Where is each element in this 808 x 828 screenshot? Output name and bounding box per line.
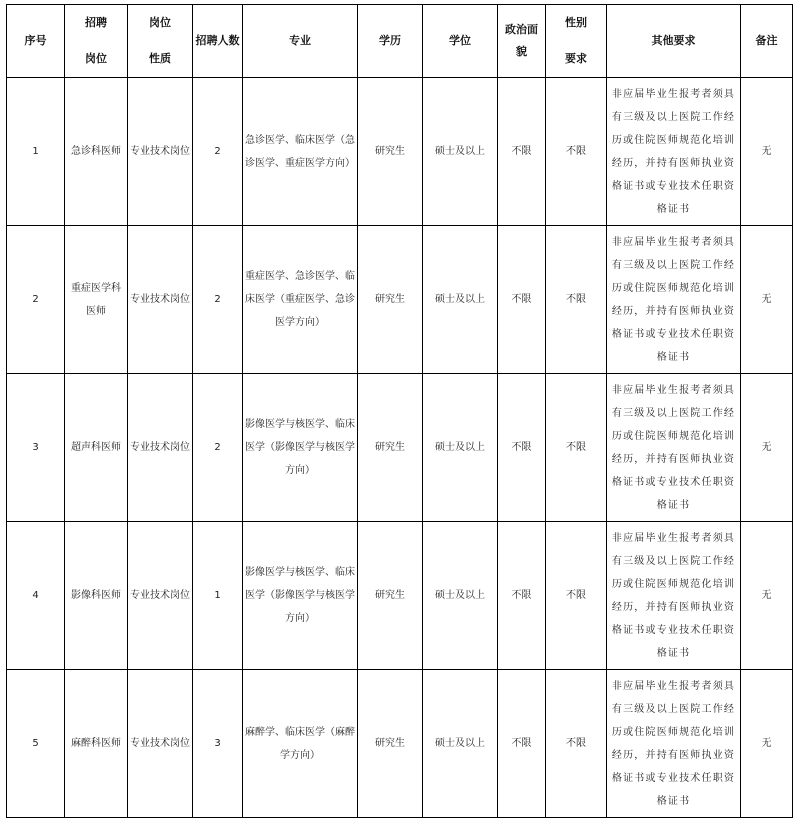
cell-count: 2 [193,226,243,374]
recruitment-table [6,4,793,818]
cell-position: 急诊科医师 [65,78,128,226]
header-gender-line2: 要求 [565,52,587,65]
table-header-row [7,5,793,78]
header-seq: 序号 [7,5,65,78]
cell-major: 影像医学与核医学、临床医学（影像医学与核医学方向） [243,374,358,522]
cell-nature: 专业技术岗位 [128,78,193,226]
table-row [7,374,793,522]
header-nature [128,5,193,78]
header-count: 招聘人数 [193,5,243,78]
cell-education: 研究生 [358,226,423,374]
cell-degree: 硕士及以上 [423,78,498,226]
header-position-line2: 岗位 [85,52,107,65]
table-row [7,670,793,818]
cell-position: 重症医学科医师 [65,226,128,374]
cell-gender: 不限 [546,670,607,818]
cell-nature: 专业技术岗位 [128,670,193,818]
cell-degree: 硕士及以上 [423,226,498,374]
cell-count: 1 [193,522,243,670]
cell-political: 不限 [498,374,546,522]
cell-seq: 2 [7,226,65,374]
cell-remarks: 无 [741,226,793,374]
cell-remarks: 无 [741,78,793,226]
header-degree: 学位 [423,5,498,78]
cell-degree: 硕士及以上 [423,522,498,670]
cell-political: 不限 [498,670,546,818]
header-political: 政治面貌 [498,5,546,78]
table-row [7,522,793,670]
header-nature-line1: 岗位 [149,16,171,29]
cell-education: 研究生 [358,522,423,670]
cell-education: 研究生 [358,670,423,818]
cell-education: 研究生 [358,374,423,522]
header-education: 学历 [358,5,423,78]
cell-nature: 专业技术岗位 [128,374,193,522]
cell-other: 非应届毕业生报考者须具有三级及以上医院工作经历或住院医师规范化培训经历，并持有医师执业资格证书或专业技术任职资格证书 [607,522,741,670]
cell-other: 非应届毕业生报考者须具有三级及以上医院工作经历或住院医师规范化培训经历，并持有医师执业资格证书或专业技术任职资格证书 [607,374,741,522]
header-position [65,5,128,78]
header-gender-line1: 性别 [565,16,587,29]
table-row [7,78,793,226]
cell-gender: 不限 [546,522,607,670]
cell-political: 不限 [498,522,546,670]
cell-major: 影像医学与核医学、临床医学（影像医学与核医学方向） [243,522,358,670]
cell-position: 影像科医师 [65,522,128,670]
cell-major: 急诊医学、临床医学（急诊医学、重症医学方向） [243,78,358,226]
cell-count: 2 [193,78,243,226]
cell-position: 超声科医师 [65,374,128,522]
cell-seq: 4 [7,522,65,670]
cell-major: 麻醉学、临床医学（麻醉学方向） [243,670,358,818]
cell-other: 非应届毕业生报考者须具有三级及以上医院工作经历或住院医师规范化培训经历，并持有医师执业资格证书或专业技术任职资格证书 [607,78,741,226]
cell-political: 不限 [498,226,546,374]
cell-remarks: 无 [741,374,793,522]
cell-position: 麻醉科医师 [65,670,128,818]
cell-major: 重症医学、急诊医学、临床医学（重症医学、急诊医学方向） [243,226,358,374]
cell-education: 研究生 [358,78,423,226]
header-position-line1: 招聘 [85,16,107,29]
cell-gender: 不限 [546,226,607,374]
header-other: 其他要求 [607,5,741,78]
cell-degree: 硕士及以上 [423,670,498,818]
cell-count: 3 [193,670,243,818]
cell-nature: 专业技术岗位 [128,522,193,670]
cell-other: 非应届毕业生报考者须具有三级及以上医院工作经历或住院医师规范化培训经历，并持有医师执业资格证书或专业技术任职资格证书 [607,226,741,374]
cell-political: 不限 [498,78,546,226]
cell-remarks: 无 [741,522,793,670]
header-remarks: 备注 [741,5,793,78]
cell-other: 非应届毕业生报考者须具有三级及以上医院工作经历或住院医师规范化培训经历，并持有医师执业资格证书或专业技术任职资格证书 [607,670,741,818]
cell-degree: 硕士及以上 [423,374,498,522]
header-major: 专业 [243,5,358,78]
table-row [7,226,793,374]
header-gender [546,5,607,78]
cell-seq: 1 [7,78,65,226]
cell-gender: 不限 [546,78,607,226]
cell-count: 2 [193,374,243,522]
cell-remarks: 无 [741,670,793,818]
cell-nature: 专业技术岗位 [128,226,193,374]
cell-seq: 3 [7,374,65,522]
cell-seq: 5 [7,670,65,818]
header-nature-line2: 性质 [149,52,171,65]
cell-gender: 不限 [546,374,607,522]
